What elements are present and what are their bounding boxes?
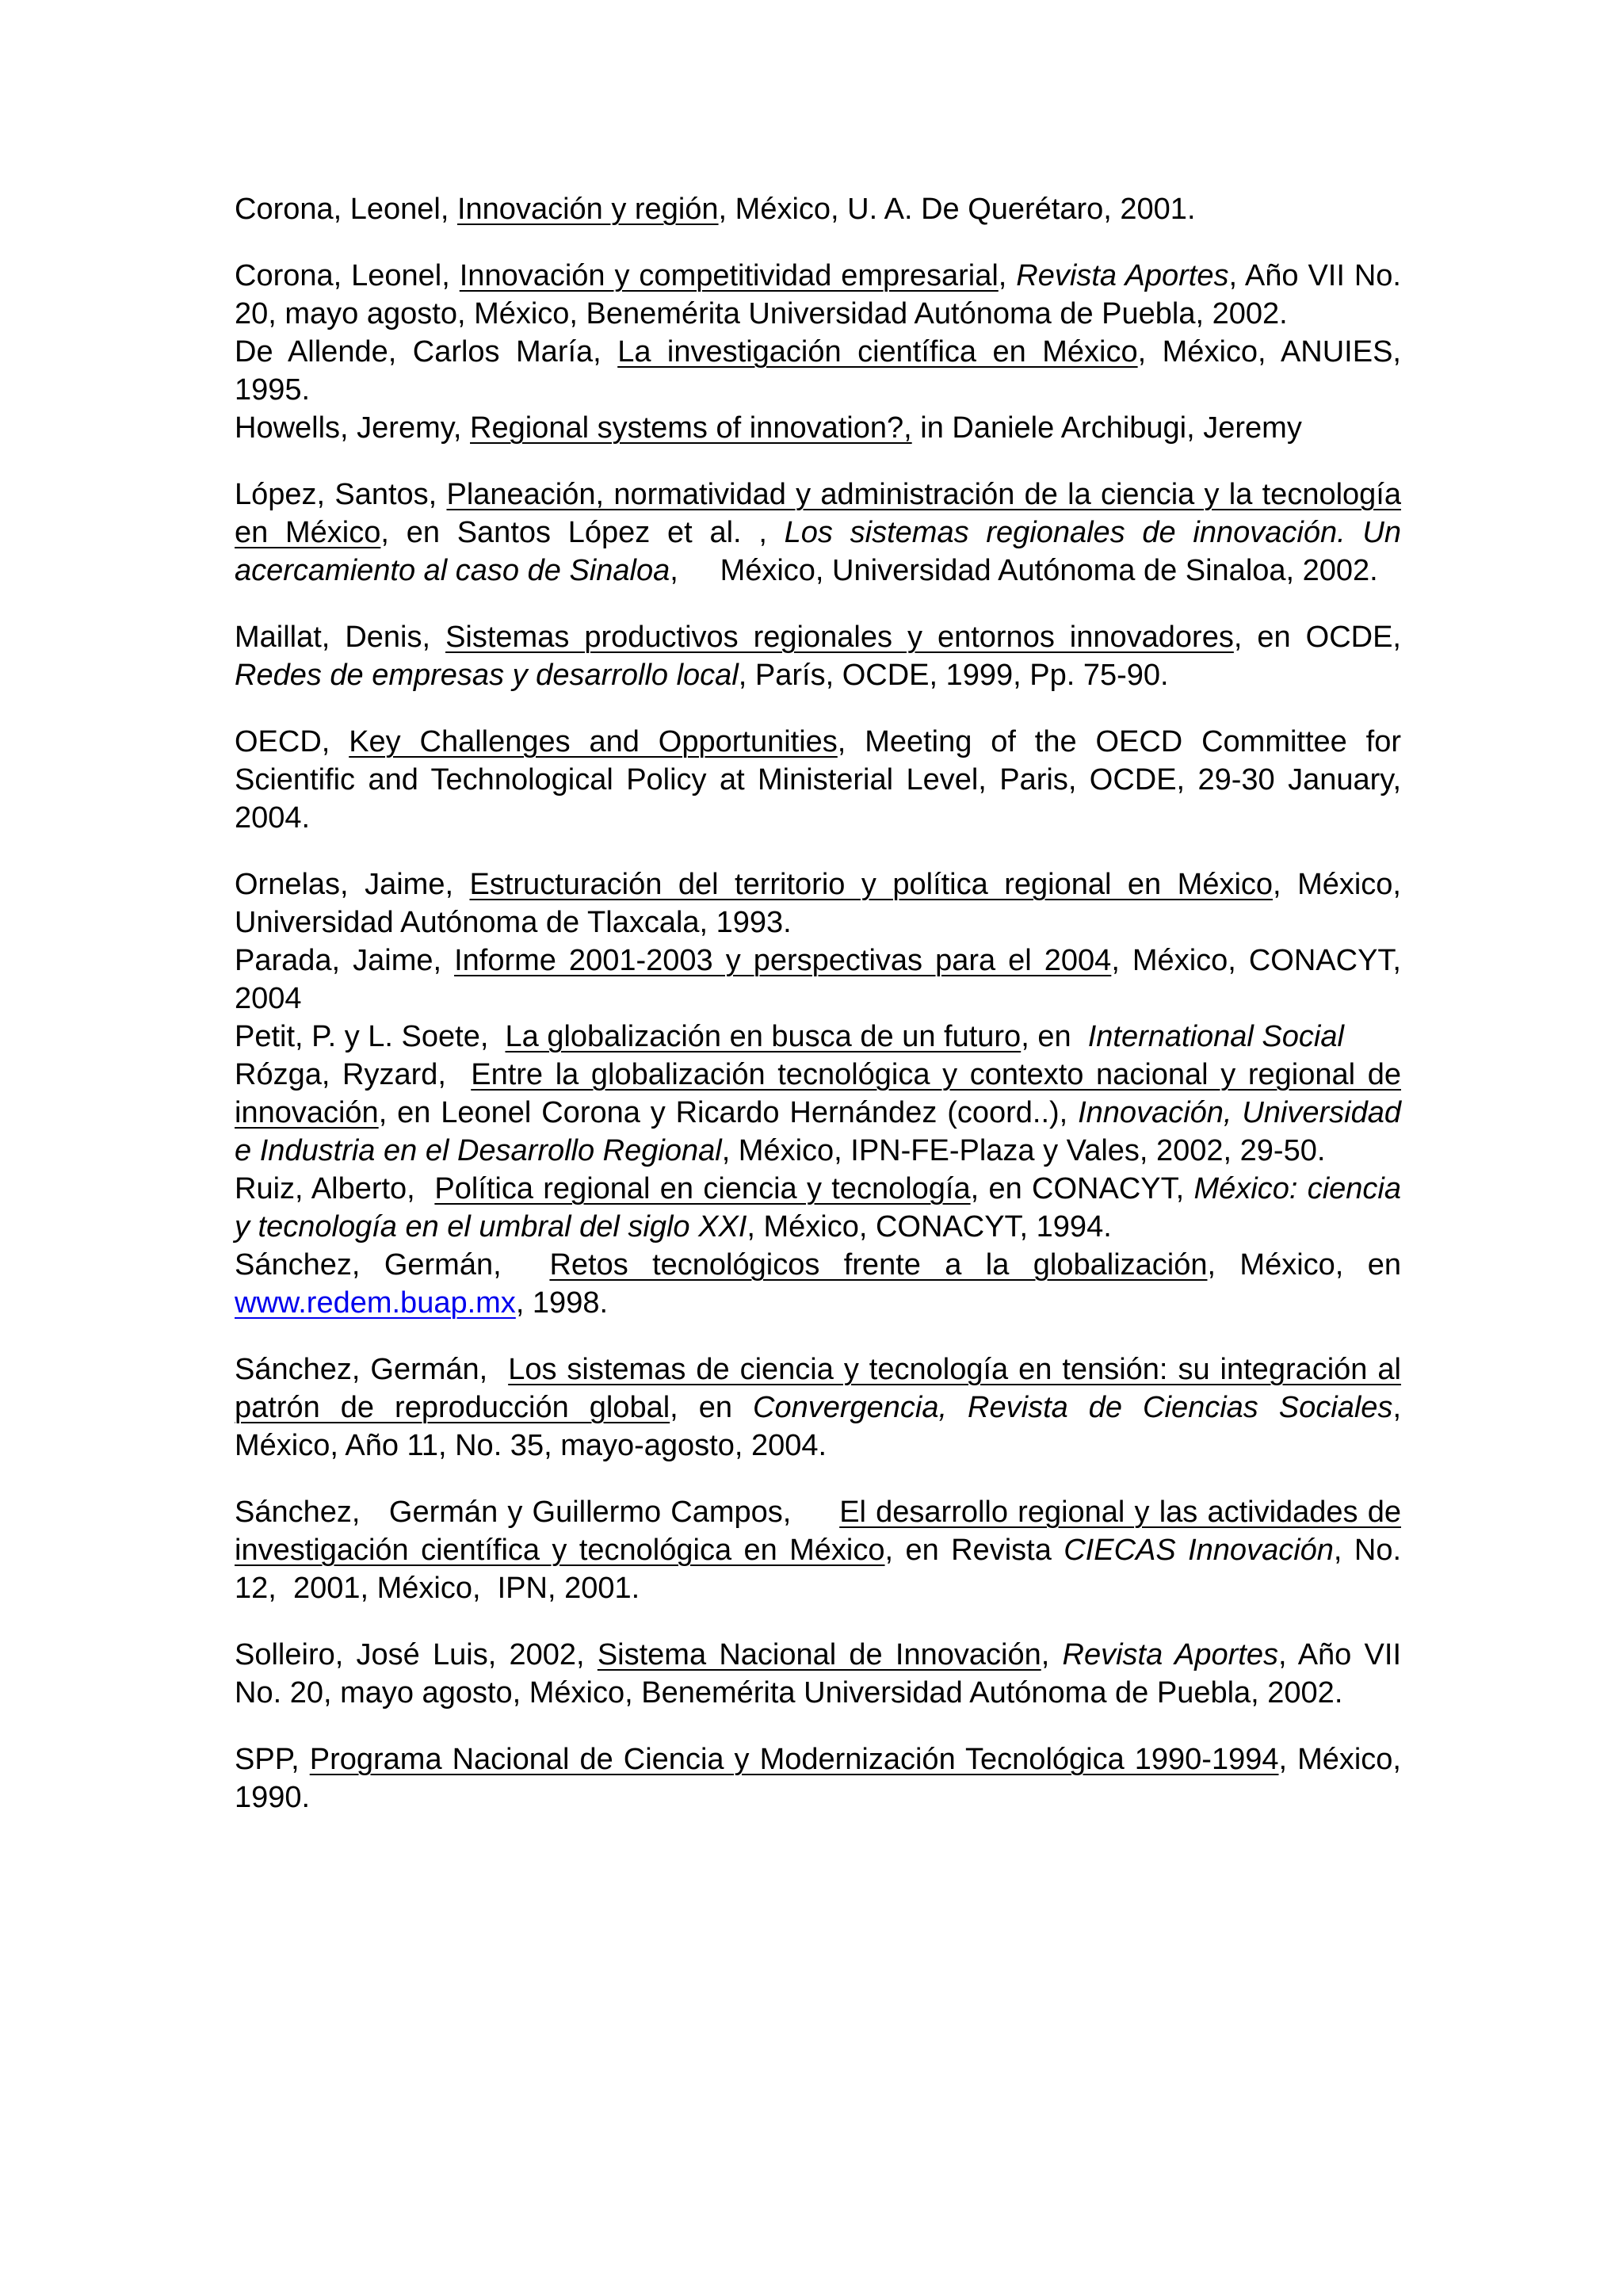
reference-title: El desarrollo regional y las actividades de investigación científica y tecnológica en México [235, 1496, 1401, 1567]
reference-entry [235, 257, 1401, 333]
reference-authors: Corona, Leonel, [235, 193, 457, 226]
reference-entry [235, 1636, 1401, 1712]
reference-separator: , [998, 259, 1017, 292]
reference-source: México: ciencia y tecnología en el umbral del siglo XXI [235, 1172, 1401, 1244]
reference-title: Estructuración del territorio y política regional en México [469, 868, 1274, 901]
reference-entry [235, 1246, 1401, 1322]
reference-title: Planeación, normatividad y administración de la ciencia y la tecnología en México [235, 478, 1401, 549]
reference-separator: , en OCDE, [1233, 621, 1401, 654]
reference-authors: SPP, [235, 1743, 310, 1776]
reference-source: Redes de empresas y desarrollo local [235, 659, 739, 692]
reference-authors: Rózga, Ryzard, [235, 1058, 472, 1091]
reference-title: Sistemas productivos regionales y entornos innovadores [445, 621, 1234, 654]
reference-entry [235, 942, 1401, 1018]
reference-details: , México, U. A. De Querétaro, 2001. [718, 193, 1196, 226]
reference-title: Los sistemas de ciencia y tecnología en tensión: su integración al patrón de reproducción global [235, 1353, 1401, 1424]
reference-entry [235, 1056, 1401, 1170]
reference-authors: Sánchez, Germán, [235, 1248, 550, 1282]
reference-entry [235, 1018, 1401, 1056]
reference-entry [235, 618, 1401, 694]
reference-separator: , en Leonel Corona y Ricardo Hernández (coord..), [378, 1096, 1079, 1129]
reference-source: Los sistemas regionales de innovación. Un acercamiento al caso de Sinaloa [235, 516, 1401, 587]
reference-source: Revista Aportes [1016, 259, 1229, 292]
reference-title: Retos tecnológicos frente a la globalización [549, 1248, 1208, 1282]
reference-authors: López, Santos, [235, 478, 447, 511]
reference-authors: Ornelas, Jaime, [235, 868, 470, 901]
reference-title: Entre la globalización tecnológica y contexto nacional y regional de innovación [235, 1058, 1401, 1129]
reference-authors: Corona, Leonel, [235, 259, 460, 292]
reference-entry [235, 723, 1401, 837]
reference-details: , México, ANUIES, 1995. [235, 335, 1401, 407]
reference-details: , Año VII No. 20, mayo agosto, México, Benemérita Universidad Autónoma de Puebla, 2002. [235, 259, 1401, 330]
reference-authors: Parada, Jaime, [235, 944, 455, 977]
reference-source: International Social [1087, 1020, 1344, 1053]
reference-details: , México, Año 11, No. 35, mayo-agosto, 2004. [235, 1391, 1401, 1462]
reference-source: Convergencia, Revista de Ciencias Sociales [753, 1391, 1393, 1424]
reference-url-link[interactable]: www.redem.buap.mx [235, 1286, 516, 1320]
reference-entry [235, 333, 1401, 409]
reference-details: , Año VII No. 20, mayo agosto, México, Benemérita Universidad Autónoma de Puebla, 2002. [235, 1638, 1402, 1710]
reference-authors: Howells, Jeremy, [235, 411, 471, 445]
reference-entry [235, 1740, 1401, 1817]
reference-title: Informe 2001-2003 y perspectivas para el 2004 [454, 944, 1112, 977]
reference-details: , París, OCDE, 1999, Pp. 75-90. [738, 659, 1169, 692]
reference-entry [235, 1350, 1401, 1465]
reference-authors: Sánchez, Germán y Guillermo Campos, [235, 1496, 840, 1529]
reference-separator: , en Santos López et al. , [380, 516, 785, 549]
reference-authors: De Allende, Carlos María, [235, 335, 618, 369]
reference-separator: , en [1021, 1020, 1088, 1053]
reference-title: Política regional en ciencia y tecnología [434, 1172, 971, 1205]
reference-authors: Sánchez, Germán, [235, 1353, 509, 1386]
reference-separator: , [1041, 1638, 1063, 1671]
reference-title: Innovación y competitividad empresarial [459, 259, 999, 292]
reference-details: , México, 1990. [235, 1743, 1401, 1814]
reference-source: CIECAS Innovación [1064, 1534, 1334, 1567]
reference-title: Programa Nacional de Ciencia y Modernización Tecnológica 1990-1994 [309, 1743, 1279, 1776]
reference-title: Regional systems of innovation?, [470, 411, 912, 445]
reference-title: La investigación científica en México [617, 335, 1138, 369]
reference-title: Sistema Nacional de Innovación [597, 1638, 1041, 1671]
reference-source: Revista Aportes [1062, 1638, 1279, 1671]
reference-list [235, 190, 1401, 1817]
reference-separator: , en [670, 1391, 754, 1424]
reference-entry [235, 1493, 1401, 1607]
reference-details: , México, CONACYT, 2004 [235, 944, 1401, 1015]
reference-title: Innovación y región [456, 193, 719, 226]
reference-details: , 1998. [515, 1286, 609, 1320]
reference-separator: , México, en [1207, 1248, 1402, 1282]
reference-details: , México, Universidad Autónoma de Sinaloa, 2002. [670, 554, 1378, 587]
reference-title: Key Challenges and Opportunities [349, 725, 838, 758]
reference-authors: Maillat, Denis, [235, 621, 446, 654]
reference-authors: Petit, P. y L. Soete, [235, 1020, 506, 1053]
reference-details: , México, IPN-FE-Plaza y Vales, 2002, 29-50. [721, 1134, 1326, 1167]
reference-entry [235, 476, 1401, 590]
reference-source: Innovación, Universidad e Industria en el Desarrollo Regional [235, 1096, 1401, 1167]
reference-authors: Solleiro, José Luis, 2002, [235, 1638, 598, 1671]
reference-authors: Ruiz, Alberto, [235, 1172, 435, 1205]
reference-details: , México, Universidad Autónoma de Tlaxcala, 1993. [235, 868, 1401, 939]
reference-authors: OECD, [235, 725, 349, 758]
reference-title: La globalización en busca de un futuro [505, 1020, 1022, 1053]
reference-entry [235, 409, 1401, 447]
reference-entry [235, 1170, 1401, 1246]
reference-entry [235, 865, 1401, 942]
reference-details: in Daniele Archibugi, Jeremy [911, 411, 1302, 445]
reference-details: , Meeting of the OECD Committee for Scientific and Technological Policy at Ministerial Level, Paris, OCDE, 29-30 January, 2004. [235, 725, 1402, 835]
reference-details: , No. 12, 2001, México, IPN, 2001. [235, 1534, 1402, 1605]
reference-entry [235, 190, 1401, 228]
reference-details: , México, CONACYT, 1994. [747, 1210, 1112, 1244]
reference-separator: , en CONACYT, [970, 1172, 1194, 1205]
reference-separator: , en Revista [884, 1534, 1064, 1567]
